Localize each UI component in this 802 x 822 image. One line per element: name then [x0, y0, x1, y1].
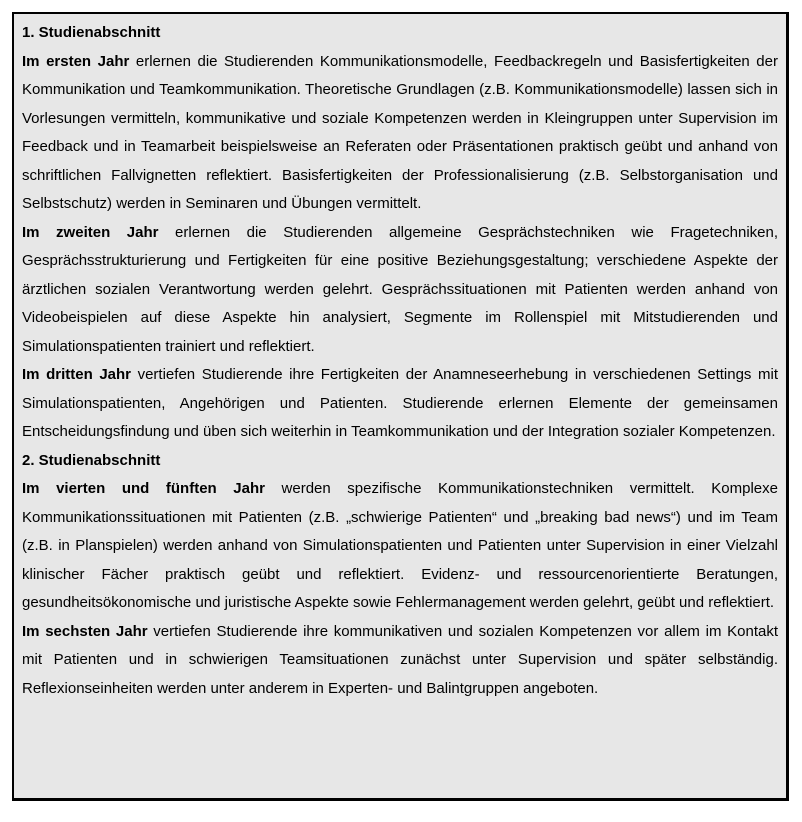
paragraph-third-year — [22, 361, 778, 447]
paragraph-first-year — [22, 48, 778, 219]
paragraph-text: erlernen die Studierenden Kommunikationsmodelle, Feedbackregeln und Basisfertigkeiten der Kommunikation und Teamkommunikation. Theoretische Grundlagen (z.B. Kommunikationsmodelle) lassen sich in Vorlesungen vermitteln, kommunikative und soziale Kompetenzen werden in Kleingruppen unter Supervision im Feedback und in Teamarbeit beispielsweise an Referaten oder Präsentationen praktisch geübt und anhand von schriftlichen Fallvignetten reflektiert. Basisfertigkeiten der Professionalisierung (z.B. Selbstorganisation und Selbstschutz) werden in Seminaren und Übungen vermittelt. — [22, 52, 778, 212]
heading-second-study-section — [22, 447, 778, 476]
paragraph-lead: Im dritten Jahr — [22, 366, 132, 383]
paragraph-sixth-year — [22, 618, 778, 704]
paragraph-text: vertiefen Studierende ihre Fertigkeiten der Anamneseerhebung in verschiedenen Settings mit Simulationspatienten, Angehörigen und Patienten. Studierende erlernen Elemente der gemeinsamen Entscheidungsfindung und üben sich weiterhin in Teamkommunikation und der Integration sozialer Kompetenzen. — [22, 366, 779, 440]
paragraph-text: werden spezifische Kommunikationstechniken vermittelt. Komplexe Kommunikationssituationen mit Patienten (z.B. „schwierige Patienten“ und „breaking bad news“) und im Team (z.B. in Planspielen) werden anhand von Simulationspatienten und Patienten unter Supervision in einer Vielzahl klinischer Fächer praktisch geübt und reflektiert. Evidenz- und ressourcenorientierte Beratungen, gesundheitsökonomische und juristische Aspekte sowie Fehlermanagement werden gelehrt, geübt und reflektiert. — [22, 480, 778, 611]
heading-text: 2. Studienabschnitt — [22, 451, 161, 469]
paragraph-second-year — [22, 219, 778, 362]
paragraph-lead: Im sechsten Jahr — [22, 622, 148, 640]
paragraph-lead: Im vierten und fünften Jahr — [22, 480, 265, 497]
paragraph-lead: Im zweiten Jahr — [22, 223, 159, 241]
study-sections-textbox — [12, 12, 789, 801]
paragraph-text: erlernen die Studierenden allgemeine Gesprächstechniken wie Fragetechniken, Gesprächsstrukturierung und Fertigkeiten für eine positive Beziehungsgestaltung; verschiedene Aspekte der ärztlichen sozialen Verantwortung werden gelehrt. Gesprächssituationen mit Patienten werden anhand von Videobeispielen auf diese Aspekte hin analysiert, Segmente im Rollenspiel mit Mitstudierenden und Simulationspatienten trainiert und reflektiert. — [22, 223, 779, 355]
heading-text: 1. Studienabschnitt — [22, 24, 161, 41]
paragraph-lead: Im ersten Jahr — [22, 52, 130, 70]
paragraph-text: vertiefen Studierende ihre kommunikativen und sozialen Kompetenzen vor allem im Kontakt mit Patienten und in schwierigen Teamsituationen zunächst unter Supervision und später selbständig. Reflexionseinheiten werden unter anderem in Experten- und Balintgruppen angeboten. — [22, 622, 778, 697]
paragraph-fourth-fifth-year — [22, 475, 778, 618]
heading-first-study-section — [22, 19, 778, 48]
